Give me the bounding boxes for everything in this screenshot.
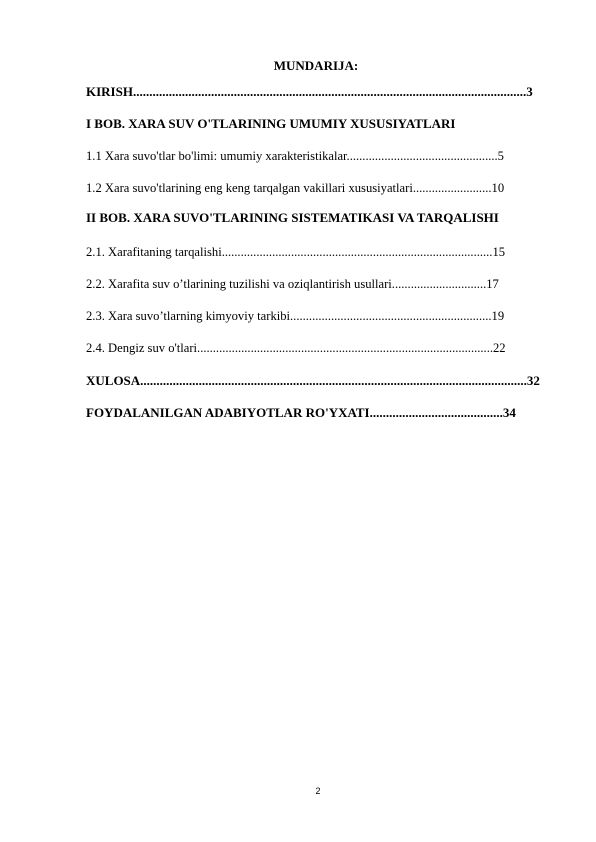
toc-entry-1-2: 1.2 Xara suvo'tlarining eng keng tarqalgan vakillari xususiyatlari.........................10 bbox=[86, 181, 505, 195]
toc-entry-kirish: KIRISH.........................................................................................................................3 bbox=[86, 84, 533, 99]
toc-entry-references: FOYDALANILGAN ADABIYOTLAR RO'YXATI.........................................34 bbox=[86, 405, 516, 420]
page-number: 2 bbox=[315, 786, 321, 796]
toc-entry-2-1: 2.1. Xarafitaning tarqalishi......................................................................................15 bbox=[86, 245, 506, 259]
toc-entry-2-2: 2.2. Xarafita suv o’tlarining tuzilishi va oziqlantirish usullari..............................17 bbox=[86, 277, 499, 291]
toc-chapter-2-title: II BOB. XARA SUVO'TLARINING SISTEMATIKASI VA TARQALISHI bbox=[86, 210, 499, 225]
toc-chapter-1-title: I BOB. XARA SUV O'TLARINING UMUMIY XUSUSIYATLARI bbox=[86, 116, 456, 131]
toc-entry-xulosa: XULOSA.......................................................................................................................32 bbox=[86, 373, 540, 388]
page-title: MUNDARIJA: bbox=[273, 58, 359, 73]
toc-entry-2-3: 2.3. Xara suvo’tlarning kimyoviy tarkibi................................................................19 bbox=[86, 309, 505, 323]
toc-entry-2-4: 2.4. Dengiz suv o'tlari..............................................................................................22 bbox=[86, 341, 506, 355]
toc-entry-1-1: 1.1 Xara suvo'tlar bo'limi: umumiy xarakteristikalar................................................5 bbox=[86, 149, 504, 163]
